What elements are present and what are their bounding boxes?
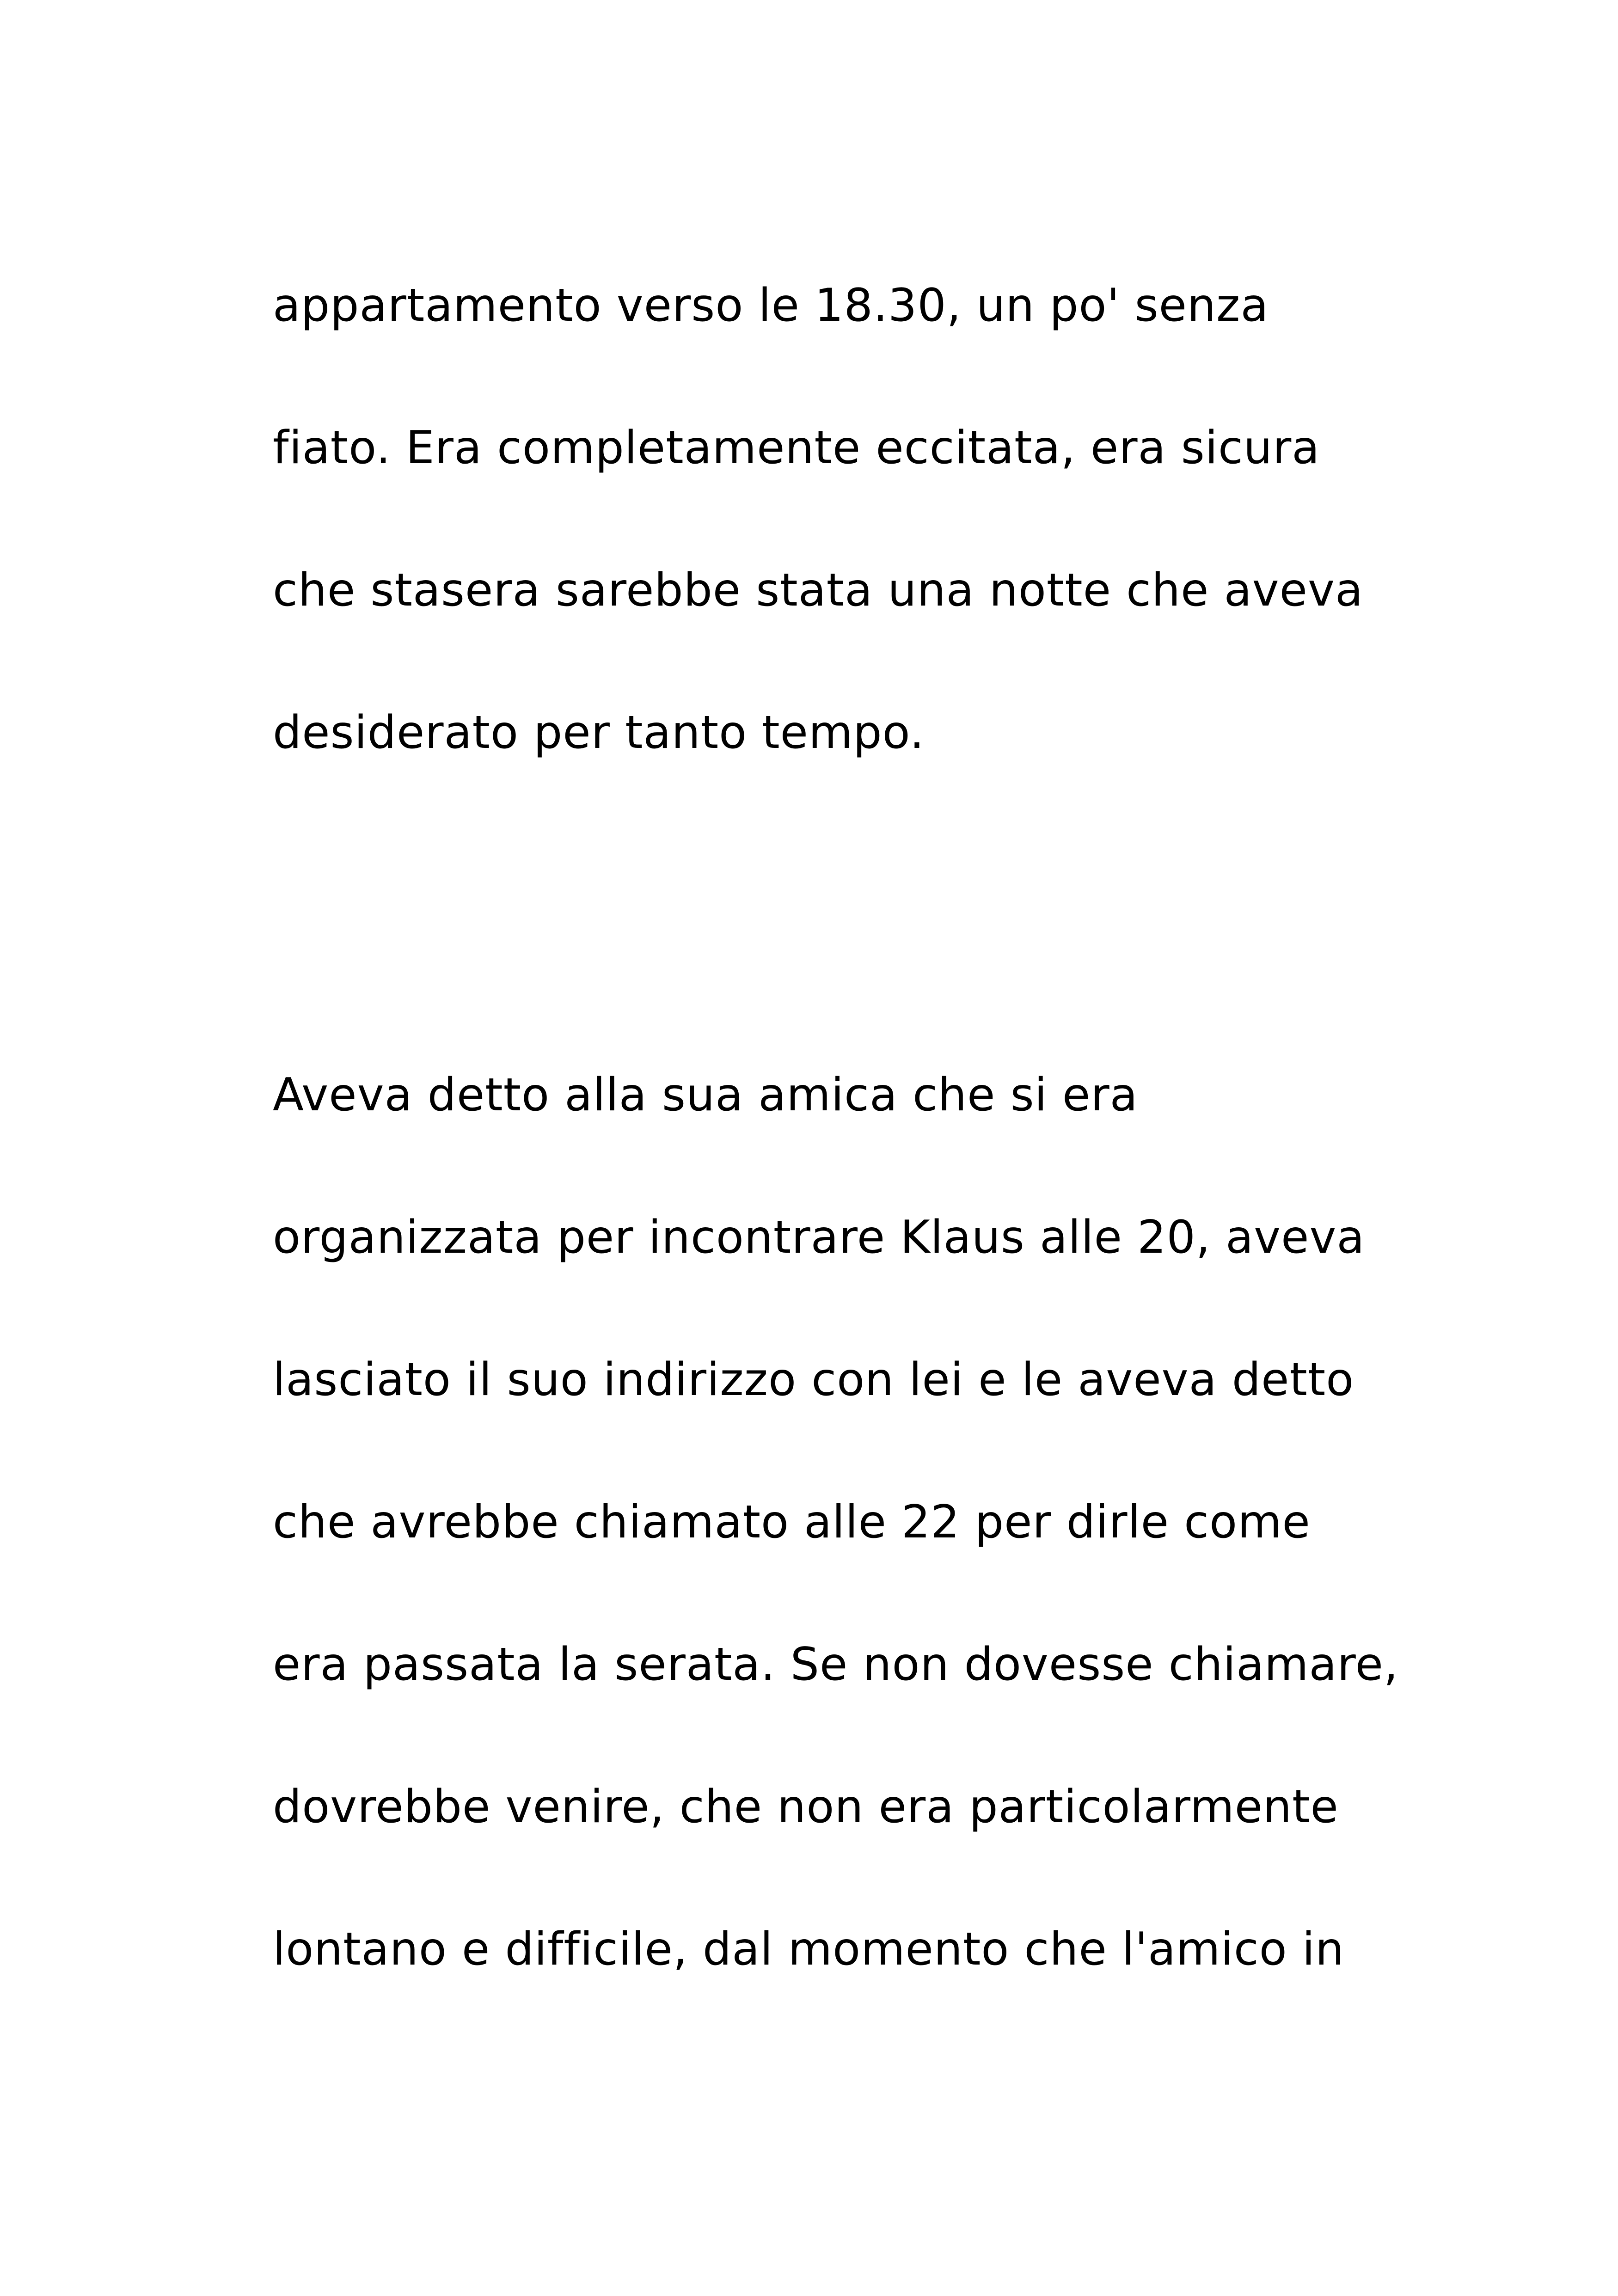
text-line: che stasera sarebbe stata una notte che aveva bbox=[273, 564, 1364, 617]
text-line: fiato. Era completamente eccitata, era sicura bbox=[273, 422, 1320, 474]
text-line: organizzata per incontrare Klaus alle 20, aveva bbox=[273, 1211, 1365, 1264]
text-line: appartamento verso le 18.30, un po' senza bbox=[273, 279, 1269, 332]
text-line: Aveva detto alla sua amica che si era bbox=[273, 1069, 1138, 1121]
text-line: desiderato per tanto tempo. bbox=[273, 706, 925, 759]
text-line: lasciato il suo indirizzo con lei e le aveva detto bbox=[273, 1353, 1354, 1406]
text-line: che avrebbe chiamato alle 22 per dirle come bbox=[273, 1496, 1311, 1549]
text-line: dovrebbe venire, che non era particolarmente bbox=[273, 1781, 1339, 1833]
text-line: era passata la serata. Se non dovesse chiamare, bbox=[273, 1638, 1399, 1691]
text-line: lontano e difficile, dal momento che l'amico in bbox=[273, 1923, 1345, 1976]
